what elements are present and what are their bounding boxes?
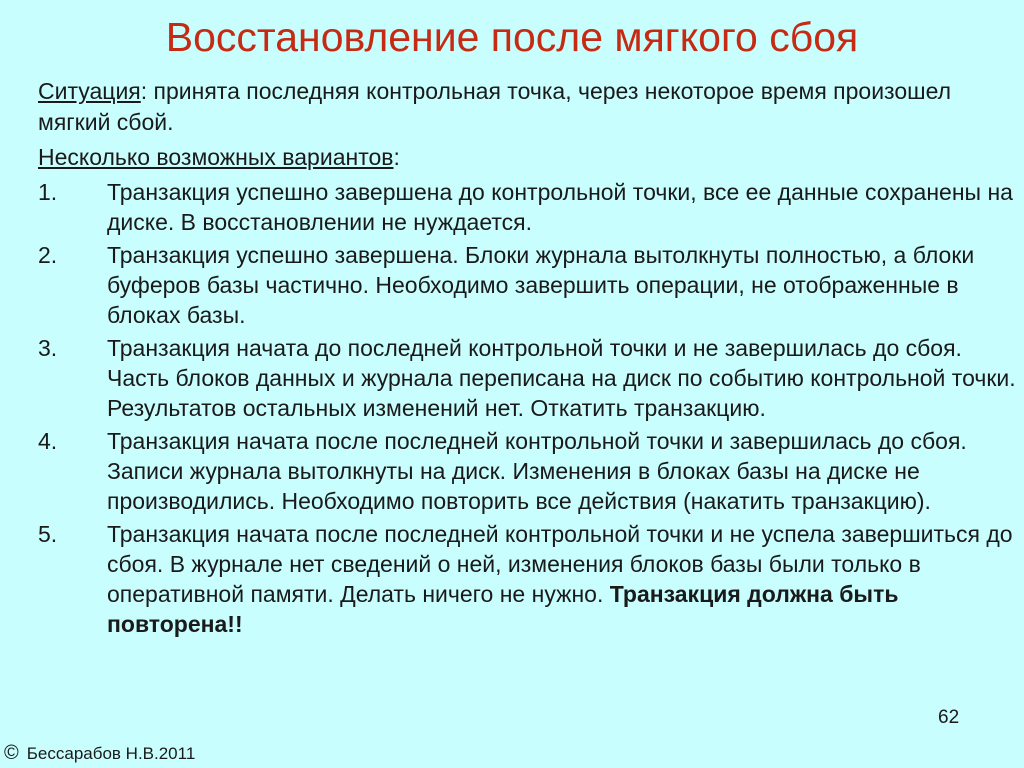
list-item-text: Транзакция начата после последней контрольной точки и не успела завершиться до сбоя. В журнале нет сведений о ней, изменения блоков базы были только в оперативной памяти. Делать ничего не нужно. [107,521,1013,607]
list-item-number: 1. [38,179,58,205]
list-item-number: 5. [38,521,58,547]
list-item [38,333,1020,423]
list-item-text: Транзакция успешно завершена до контрольной точки, все ее данные сохранены на диске. В восстановлении не нуждается. [107,179,1013,235]
slide-title: Восстановление после мягкого сбоя [165,14,859,60]
slide-content [38,76,1020,639]
variants-label: Несколько возможных вариантов [38,144,394,170]
list-item-text: Транзакция начата до последней контрольной точки и не завершилась до сбоя. Часть блоков данных и журнала переписана на диск по событию контрольной точки. Результатов остальных изменений нет. Откатить транзакцию. [107,335,1016,421]
situation-text: : принята последняя контрольная точка, через некоторое время произошел мягкий сбой. [38,78,952,135]
variants-suffix: : [393,144,400,170]
list-item [38,240,1020,330]
situation-label: Ситуация [38,78,141,104]
list-item-number: 3. [38,335,58,361]
list-item-text-container [107,519,1020,639]
list-item [38,177,1020,237]
list-item-emphasis: Транзакция должна быть повторена!! [107,581,899,637]
footer-author: Бессарабов Н.В.2011 [26,744,196,763]
list-item-number: 2. [38,242,58,268]
variants-heading [38,142,1020,173]
situation-paragraph [38,76,1020,138]
list-item [38,426,1020,516]
page-number: 62 [938,707,960,728]
list-item-text: Транзакция успешно завершена. Блоки журнала вытолкнуты полностью, а блоки буферов базы частично. Необходимо завершить операции, не отображенные в блоках базы. [107,242,975,328]
copyright-symbol: © [4,742,19,764]
footer [4,742,195,765]
list-item-text: Транзакция начата после последней контрольной точки и завершилась до сбоя. Записи журнала вытолкнуты на диск. Изменения в блоках базы на диске не производились. Необходимо повторить все действия (накатить транзакцию). [107,428,967,514]
list-item-number: 4. [38,428,58,454]
list-item [38,519,1020,639]
